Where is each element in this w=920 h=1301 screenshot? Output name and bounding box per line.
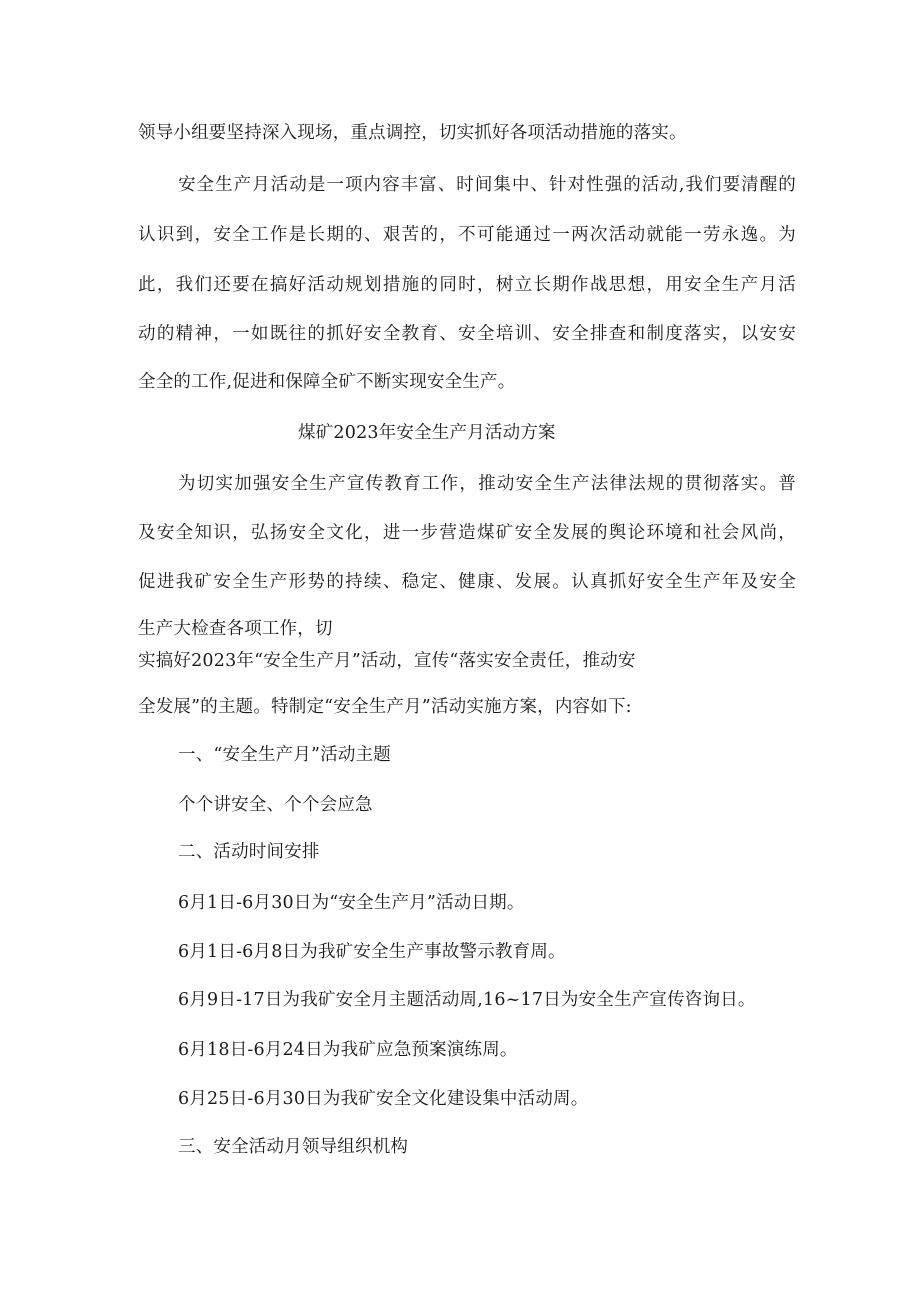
section-heading: 二、活动时间安排 <box>178 842 320 862</box>
paragraph-line: 实搞好2023年“安全生产月”活动，宣传“落实安全责任，推动安 <box>138 651 636 671</box>
paragraph-line: 生产大检查各项工作，切 <box>138 619 333 639</box>
paragraph-line: 动的精神，一如既往的抓好安全教育、安全培训、安全排查和制度落实，以安安 <box>138 324 796 344</box>
paragraph-line: 领导小组要坚持深入现场，重点调控，切实抓好各项活动措施的落实。 <box>138 123 687 143</box>
schedule-item: 6月25日-6月30日为我矿安全文化建设集中活动周。 <box>178 1089 589 1109</box>
schedule-item: 6月18日-6月24日为我矿应急预案演练周。 <box>178 1040 518 1060</box>
section-heading: 三、安全活动月领导组织机构 <box>178 1137 409 1157</box>
schedule-item: 6月1日-6月30日为“安全生产月”活动日期。 <box>178 893 525 913</box>
paragraph-line: 认识到，安全工作是长期的、艰苦的，不可能通过一两次活动就能一劳永逸。为 <box>138 225 796 245</box>
paragraph-line: 促进我矿安全生产形势的持续、稳定、健康、发展。认真抓好安全生产年及安全 <box>138 572 796 592</box>
paragraph-line: 个个讲安全、个个会应急 <box>178 795 373 815</box>
paragraph-line: 全发展”的主题。特制定“安全生产月”活动实施方案，内容如下: <box>138 697 632 717</box>
paragraph-line: 全全的工作,促进和保障全矿不断实现安全生产。 <box>138 372 516 392</box>
section-heading: 一、“安全生产月”活动主题 <box>178 745 391 765</box>
section-title: 煤矿2023年安全生产月活动方案 <box>298 423 556 443</box>
paragraph-line: 此，我们还要在搞好活动规划措施的同时，树立长期作战思想，用安全生产月活 <box>138 275 796 295</box>
paragraph-line: 为切实加强安全生产宣传教育工作，推动安全生产法律法规的贯彻落实。普 <box>178 474 796 494</box>
paragraph-line: 及安全知识，弘扬安全文化，进一步营造煤矿安全发展的舆论环境和社会风尚， <box>138 523 796 543</box>
schedule-item: 6月1日-6月8日为我矿安全生产事故警示教育周。 <box>178 942 566 962</box>
schedule-item: 6月9日-17日为我矿安全月主题活动周,16~17日为安全生产宣传咨询日。 <box>178 990 756 1010</box>
paragraph-line: 安全生产月活动是一项内容丰富、时间集中、针对性强的活动,我们要清醒的 <box>178 175 796 195</box>
